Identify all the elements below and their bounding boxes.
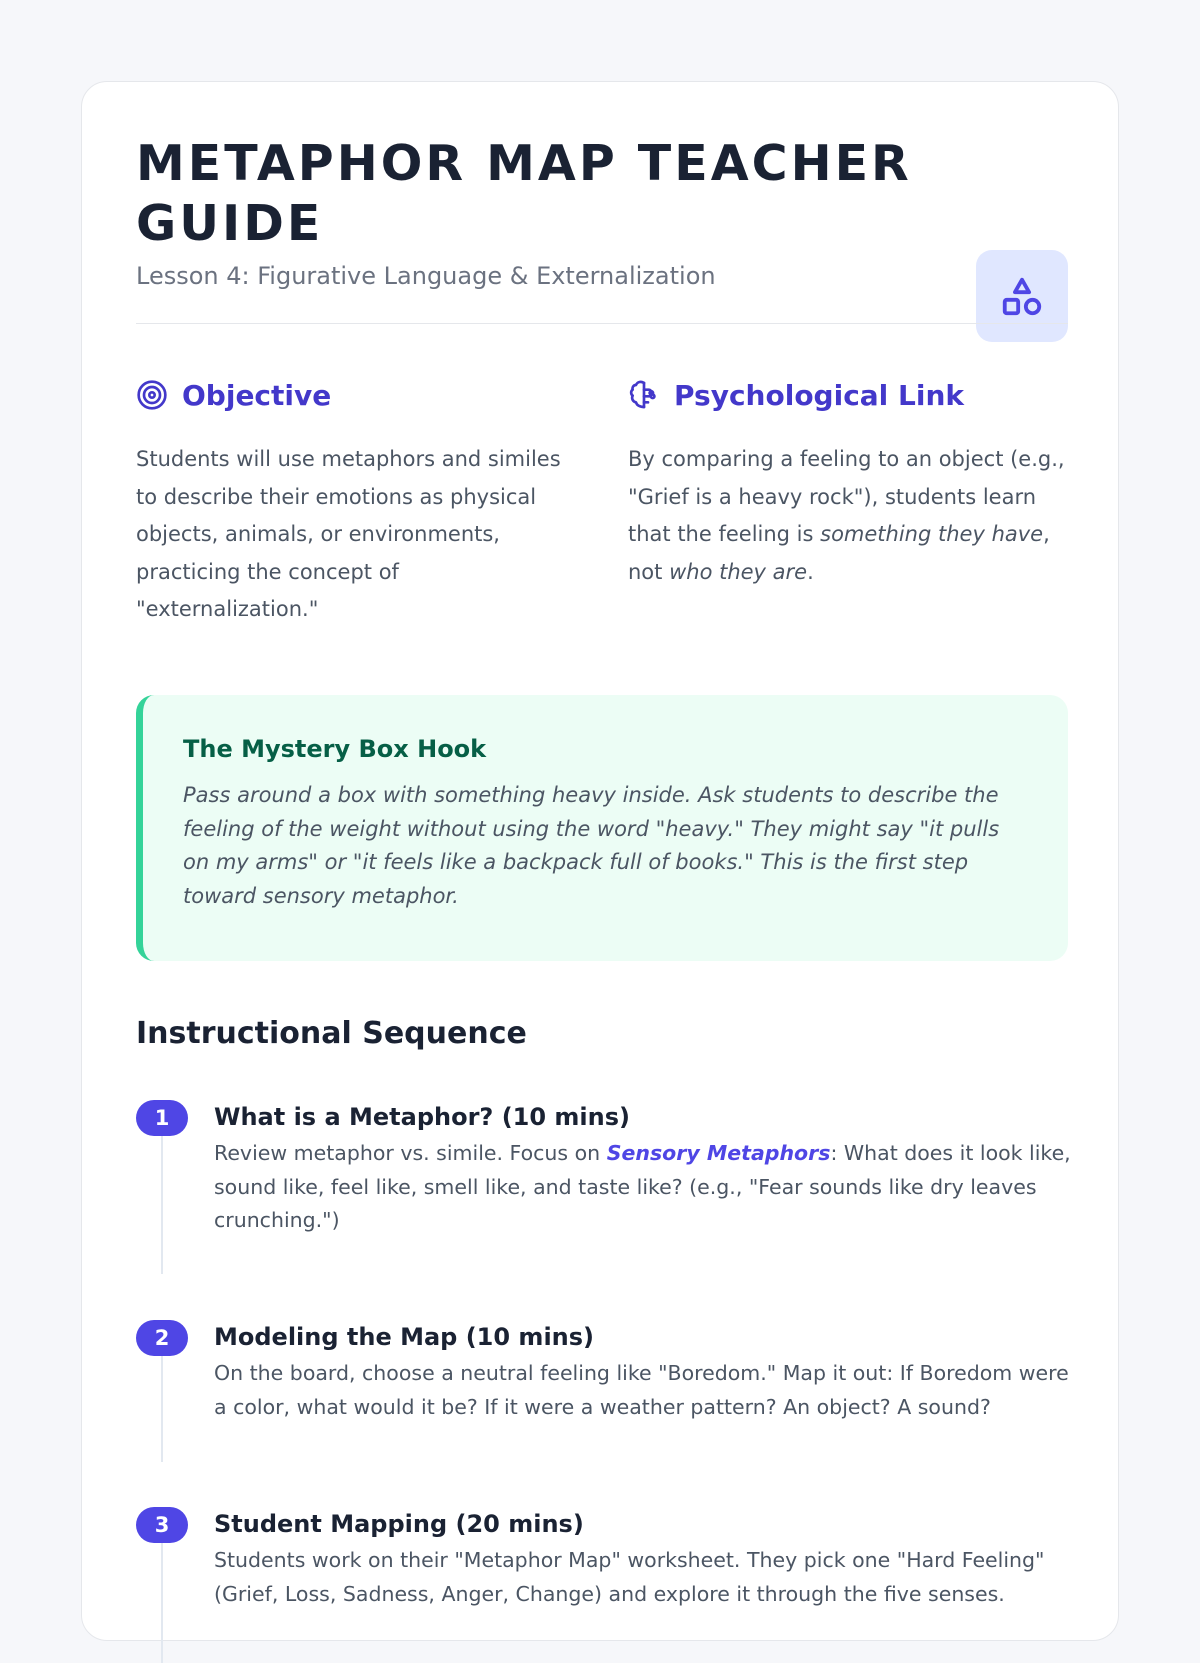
psychological-link-section (628, 375, 1068, 591)
step-number-badge: 2 (136, 1320, 188, 1356)
step-text: Review metaphor vs. simile. Focus on Sensory Metaphors: What does it look like, sound like, feel like, smell like, and taste like? (e.g., "Fear sounds like dry leaves crunching.") (214, 1141, 1071, 1232)
step-text: Students work on their "Metaphor Map" worksheet. They pick one "Hard Feeling" (Grief, Loss, Sadness, Anger, Change) and explore it through the five senses. (214, 1548, 1045, 1606)
psych-link-text: By comparing a feeling to an object (e.g., "Grief is a heavy rock"), students learn that the feeling is something they have, not who they are. (628, 447, 1065, 584)
step-text: On the board, choose a neutral feeling like "Boredom." Map it out: If Boredom were a color, what would it be? If it were a weather pattern? An object? A sound? (214, 1361, 1069, 1419)
step-number-badge: 3 (136, 1507, 188, 1543)
step-title: Student Mapping (20 mins) (214, 1510, 584, 1538)
guide-card (81, 81, 1119, 1641)
objective-title: Objective (182, 378, 332, 412)
logo-badge (976, 250, 1068, 342)
psych-link-title: Psychological Link (674, 378, 965, 412)
step-title: Modeling the Map (10 mins) (214, 1323, 595, 1351)
sensory-metaphors-highlight: Sensory Metaphors (606, 1141, 831, 1165)
sequence-heading: Instructional Sequence (136, 1016, 527, 1051)
step-connector (161, 1356, 163, 1462)
shapes-icon (999, 273, 1045, 319)
step-number-badge: 1 (136, 1100, 188, 1136)
step-connector (161, 1543, 163, 1663)
step-title: What is a Metaphor? (10 mins) (214, 1103, 630, 1131)
hook-text: Pass around a box with something heavy inside. Ask students to describe the feeling of the weight without using the word "heavy." They might say "it pulls on my arms" or "it feels like a backpack full of books." This is the first step toward sensory metaphor. (183, 783, 1000, 908)
step-connector (161, 1136, 163, 1274)
objective-section (136, 375, 576, 629)
brain-icon (628, 379, 660, 411)
hook-callout (136, 695, 1068, 961)
page-title: METAPHOR MAP TEACHER GUIDE (136, 135, 912, 252)
page-subtitle: Lesson 4: Figurative Language & Externalization (136, 262, 716, 290)
hook-title: The Mystery Box Hook (183, 735, 487, 763)
header-divider (136, 323, 1068, 324)
target-icon (136, 379, 168, 411)
objective-text: Students will use metaphors and similes to describe their emotions as physical objects, animals, or environments, practicing the concept of "externalization." (136, 447, 561, 621)
header (136, 134, 1068, 324)
